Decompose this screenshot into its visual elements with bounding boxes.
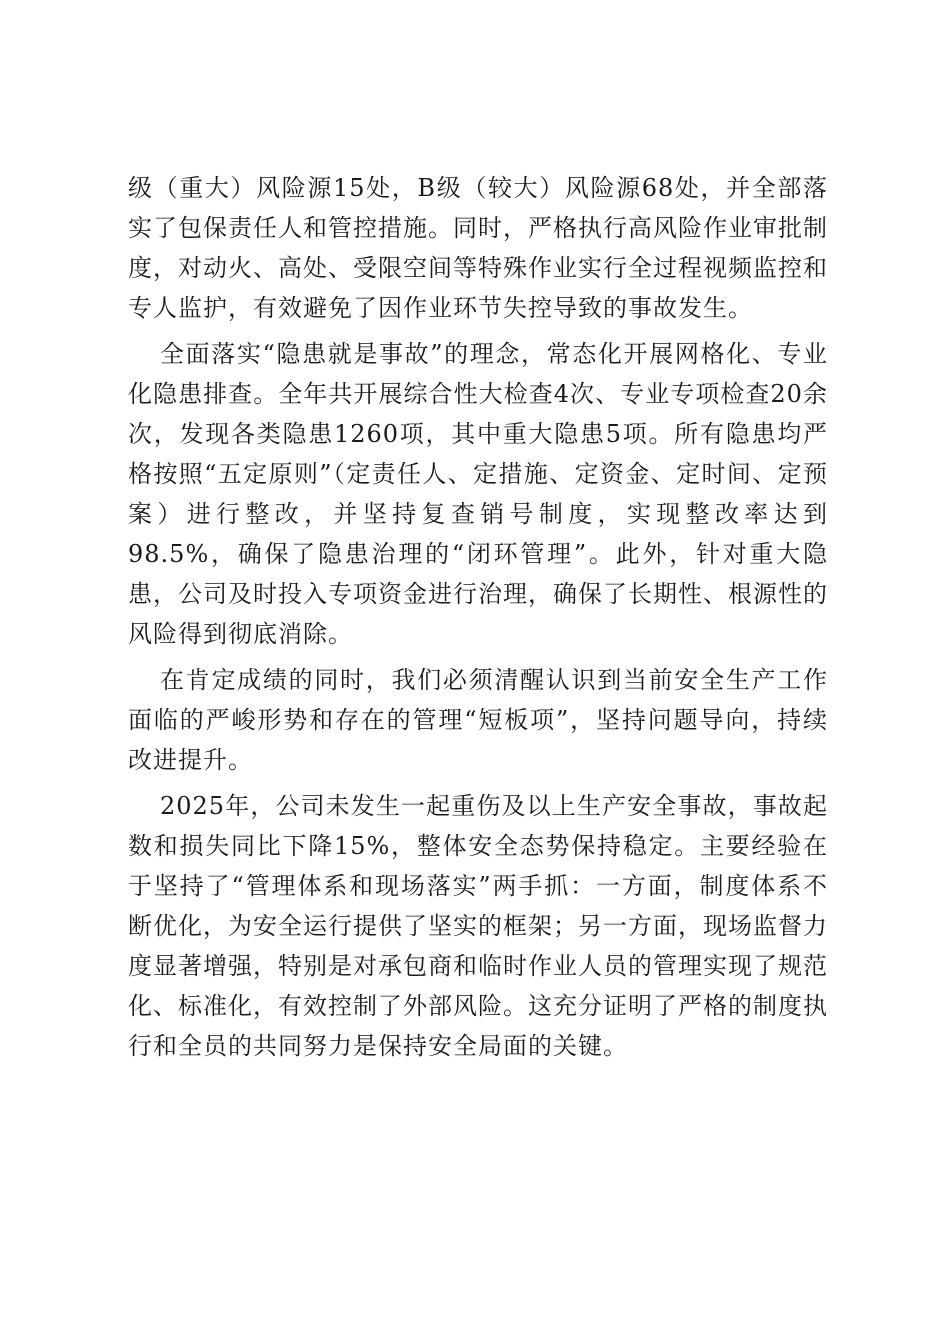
paragraph-shortcomings: 在肯定成绩的同时，我们必须清醒认识到当前安全生产工作面临的严峻形势和存在的管理“短板项”，坚持问题导向，持续改进提升。: [128, 666, 828, 774]
paragraph-annual-summary: 2025年，公司未发生一起重伤及以上生产安全事故，事故起数和损失同比下降15%，整体安全态势保持稳定。主要经验在于坚持了“管理体系和现场落实”两手抓：一方面，制度体系不断优化，为安全运行提供了坚实的框架；另一方面，现场监督力度显著增强，特别是对承包商和临时作业人员的管理实现了规范化、标准化，有效控制了外部风险。这充分证明了严格的制度执行和全员的共同努力是保持安全局面的关键。: [128, 792, 828, 1060]
paragraph-risk-sources: 级（重大）风险源15处，B级（较大）风险源68处，并全部落实了包保责任人和管控措施。同时，严格执行高风险作业审批制度，对动火、高处、受限空间等特殊作业实行全过程视频监控和专人监护，有效避免了因作业环节失控导致的事故发生。: [128, 174, 828, 322]
paragraph-hazard-inspection: 全面落实“隐患就是事故”的理念，常态化开展网格化、专业化隐患排查。全年共开展综合性大检查4次、专业专项检查20余次，发现各类隐患1260项，其中重大隐患5项。所有隐患均严格按照“五定原则”（定责任人、定措施、定资金、定时间、定预案）进行整改，并坚持复查销号制度，实现整改率达到98.5%，确保了隐患治理的“闭环管理”。此外，针对重大隐患，公司及时投入专项资金进行治理，确保了长期性、根源性的风险得到彻底消除。: [128, 340, 828, 648]
document-body: [128, 168, 828, 1066]
